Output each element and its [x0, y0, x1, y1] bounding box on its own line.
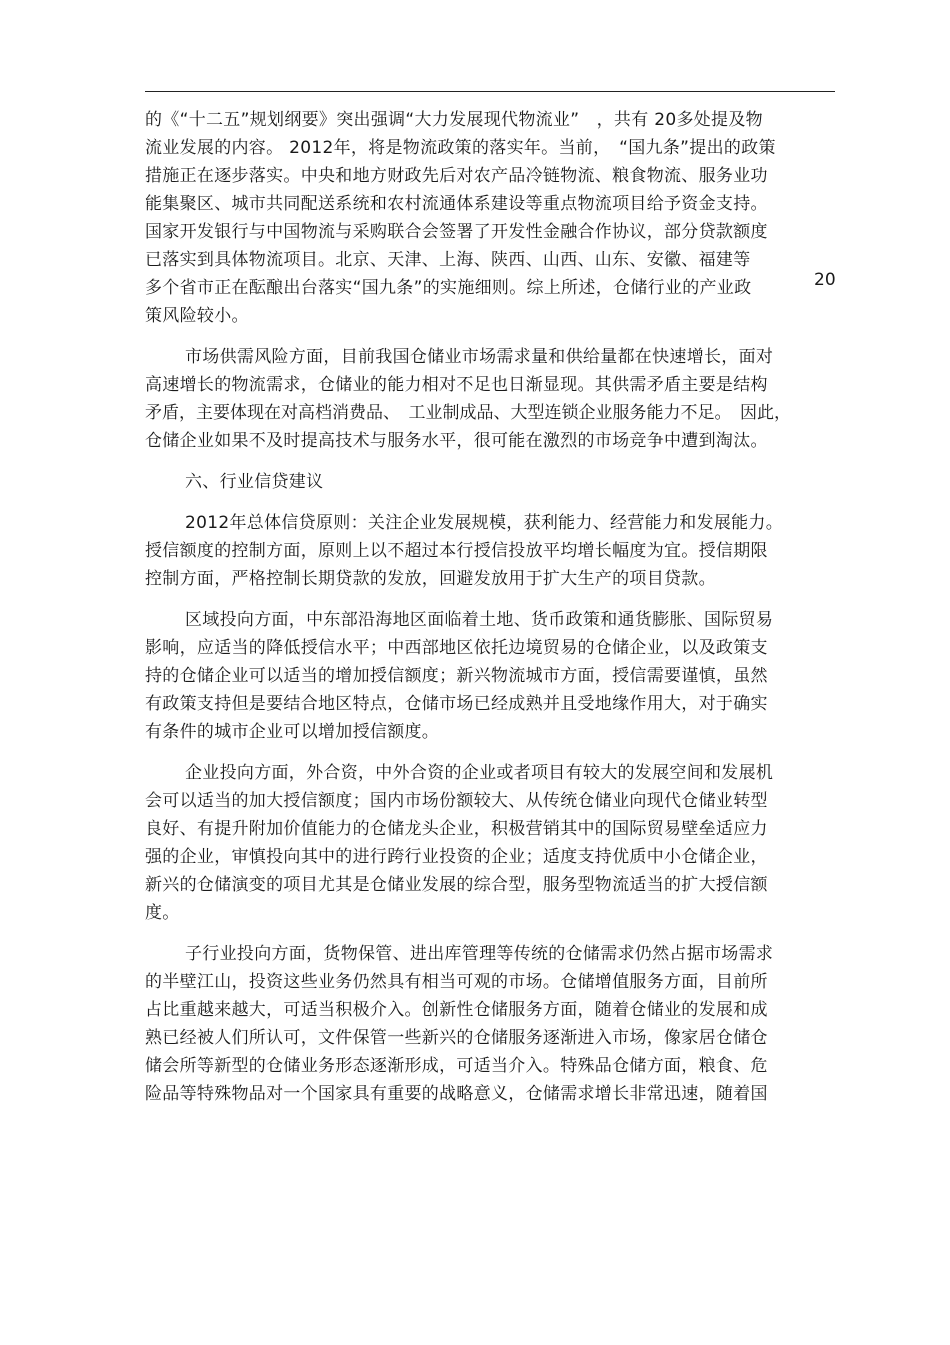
- paragraph-subindustry: [145, 940, 835, 1108]
- text-line: 已落实到具体物流项目。北京、天津、上海、陕西、山西、山东、安徽、福建等: [145, 250, 751, 270]
- text-line: 度。: [145, 903, 180, 923]
- text-line: 高速增长的物流需求，仓储业的能力相对不足也日渐显现。其供需矛盾主要是结构: [145, 375, 768, 395]
- heading-text: 六、行业信贷建议: [185, 472, 324, 492]
- text-line: 新兴的仓储演变的项目尤其是仓储业发展的综合型，服务型物流适当的扩大授信额: [145, 875, 768, 895]
- text-line: 市场供需风险方面，目前我国仓储业市场需求量和供给量都在快速增长，面对: [185, 347, 774, 367]
- text-line: 国家开发银行与中国物流与采购联合会签署了开发性金融合作协议，部分贷款额度: [145, 222, 768, 242]
- text-line: 占比重越来越大，可适当积极介入。创新性仓储服务方面，随着仓储业的发展和成: [145, 1000, 768, 1020]
- paragraph-region: [145, 606, 835, 746]
- text-line: 影响，应适当的降低授信水平；中西部地区依托边境贸易的仓储企业，以及政策支: [145, 638, 768, 658]
- page-number: 20: [814, 270, 836, 290]
- text-line: 有政策支持但是要结合地区特点，仓储市场已经成熟并且受地缘作用大，对于确实: [145, 694, 768, 714]
- section-heading: [145, 468, 835, 496]
- text-line: 持的仓储企业可以适当的增加授信额度；新兴物流城市方面，授信需要谨慎，虽然: [145, 666, 768, 686]
- text-line: 的半壁江山，投资这些业务仍然具有相当可观的市场。仓储增值服务方面，目前所: [145, 972, 768, 992]
- paragraph-policy: [145, 106, 835, 330]
- text-line: 授信额度的控制方面，原则上以不超过本行授信投放平均增长幅度为宜。授信期限: [145, 541, 768, 561]
- text-line: 良好、有提升附加价值能力的仓储龙头企业，积极营销其中的国际贸易壁垒适应力: [145, 819, 768, 839]
- text-line: 流业发展的内容。 2012年，将是物流政策的落实年。当前， “国九条”提出的政策: [145, 138, 776, 158]
- text-line: 会可以适当的加大授信额度；国内市场份额较大、从传统仓储业向现代仓储业转型: [145, 791, 768, 811]
- text-line: 强的企业，审慎投向其中的进行跨行业投资的企业；适度支持优质中小仓储企业，: [145, 847, 768, 867]
- text-line: 控制方面，严格控制长期贷款的发放，回避发放用于扩大生产的项目贷款。: [145, 569, 716, 589]
- paragraph-supply-risk: [145, 343, 835, 455]
- text-line: 的《“十二五”规划纲要》突出强调“大力发展现代物流业” ，共有 20多处提及物: [145, 110, 763, 130]
- header-rule: [145, 91, 835, 92]
- text-line: 熟已经被人们所认可，文件保管一些新兴的仓储服务逐渐进入市场，像家居仓储仓: [145, 1028, 768, 1048]
- text-line: 企业投向方面，外合资，中外合资的企业或者项目有较大的发展空间和发展机: [185, 763, 774, 783]
- paragraph-credit-principle: [145, 509, 835, 593]
- text-line: 矛盾，主要体现在对高档消费品、 工业制成品、大型连锁企业服务能力不足。 因此，: [145, 403, 791, 423]
- text-line: 2012年总体信贷原则：关注企业发展规模，获利能力、经营能力和发展能力。: [185, 513, 784, 533]
- text-line: 仓储企业如果不及时提高技术与服务水平，很可能在激烈的市场竞争中遭到淘汰。: [145, 431, 768, 451]
- text-line: 措施正在逐步落实。中央和地方财政先后对农产品冷链物流、粮食物流、服务业功: [145, 166, 768, 186]
- text-line: 险品等特殊物品对一个国家具有重要的战略意义，仓储需求增长非常迅速，随着国: [145, 1084, 768, 1104]
- text-line: 策风险较小。: [145, 306, 249, 326]
- document-body: [145, 106, 835, 1108]
- text-line: 能集聚区、城市共同配送系统和农村流通体系建设等重点物流项目给予资金支持。: [145, 194, 768, 214]
- text-line: 多个省市正在酝酿出台落实“国九条”的实施细则。综上所述，仓储行业的产业政: [145, 278, 752, 298]
- text-line: 区域投向方面，中东部沿海地区面临着土地、货币政策和通货膨胀、国际贸易: [185, 610, 774, 630]
- text-line: 有条件的城市企业可以增加授信额度。: [145, 722, 440, 742]
- text-line: 子行业投向方面，货物保管、进出库管理等传统的仓储需求仍然占据市场需求: [185, 944, 774, 964]
- text-line: 储会所等新型的仓储业务形态逐渐形成，可适当介入。特殊品仓储方面，粮食、危: [145, 1056, 768, 1076]
- paragraph-enterprise: [145, 759, 835, 927]
